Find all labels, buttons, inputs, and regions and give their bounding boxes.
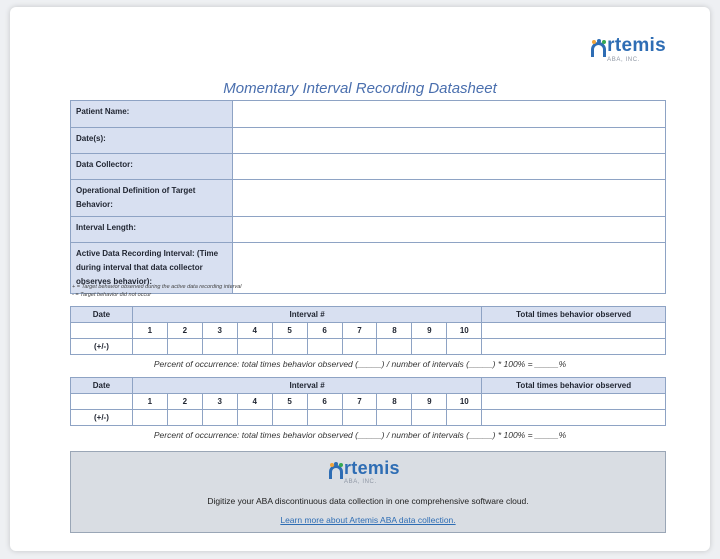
interval-table-1	[70, 306, 666, 355]
interval-mark-cell[interactable]	[377, 339, 412, 355]
interval-number: 6	[307, 394, 342, 410]
interval-mark-cell[interactable]	[237, 339, 272, 355]
data-collector-label: Data Collector:	[71, 154, 233, 180]
interval-mark-cell[interactable]	[342, 410, 377, 426]
interval-number: 5	[272, 323, 307, 339]
interval-number-row	[71, 323, 666, 339]
operational-definition-label: Operational Definition of Target Behavior:	[71, 180, 233, 217]
date-cell[interactable]	[71, 323, 133, 339]
dates-label: Date(s):	[71, 128, 233, 154]
interval-table-header	[71, 307, 666, 323]
interval-mark-cell[interactable]	[202, 410, 237, 426]
promo-footer	[70, 451, 666, 533]
interval-number: 10	[447, 323, 482, 339]
info-row	[71, 101, 666, 128]
interval-number: 4	[237, 394, 272, 410]
info-row	[71, 128, 666, 154]
mark-label: (+/-)	[71, 410, 133, 426]
interval-number: 9	[412, 323, 447, 339]
logo-wordmark: rtemis	[344, 458, 400, 478]
artemis-footer-logo	[329, 458, 400, 485]
active-recording-interval-field[interactable]	[233, 243, 666, 294]
interval-number: 1	[132, 323, 167, 339]
percent-occurrence-formula: Percent of occurrence: total times behavior observed (_____) / number of intervals (_____) * 100% = _____%	[153, 359, 567, 369]
logo-wordmark: rtemis	[607, 35, 666, 56]
legend	[72, 283, 242, 299]
interval-number: 3	[202, 394, 237, 410]
logo-subtitle: ABA, INC.	[344, 479, 377, 485]
patient-name-field[interactable]	[233, 101, 666, 128]
interval-number: 8	[377, 323, 412, 339]
interval-number-row	[71, 394, 666, 410]
interval-number: 7	[342, 394, 377, 410]
interval-mark-cell[interactable]	[202, 339, 237, 355]
interval-length-field[interactable]	[233, 217, 666, 243]
dates-field[interactable]	[233, 128, 666, 154]
interval-mark-cell[interactable]	[412, 410, 447, 426]
page-title: Momentary Interval Recording Datasheet	[223, 80, 497, 97]
total-observed-header: Total times behavior observed	[482, 378, 666, 394]
interval-number: 2	[167, 323, 202, 339]
date-cell[interactable]	[71, 394, 133, 410]
interval-number: 6	[307, 323, 342, 339]
info-row	[71, 180, 666, 217]
operational-definition-field[interactable]	[233, 180, 666, 217]
legend-minus: - = Target behavior did not occur	[72, 292, 152, 298]
patient-name-label: Patient Name:	[71, 101, 233, 128]
total-observed-header: Total times behavior observed	[482, 307, 666, 323]
artemis-logo	[591, 35, 666, 63]
interval-mark-cell[interactable]	[132, 339, 167, 355]
interval-mark-row	[71, 339, 666, 355]
interval-number: 7	[342, 323, 377, 339]
info-row	[71, 154, 666, 180]
logo-arch-icon	[591, 40, 606, 57]
interval-number: 5	[272, 394, 307, 410]
interval-mark-cell[interactable]	[167, 410, 202, 426]
interval-number-header: Interval #	[132, 378, 481, 394]
interval-number: 1	[132, 394, 167, 410]
patient-info-table	[70, 100, 666, 294]
interval-table-2	[70, 377, 666, 426]
interval-mark-row	[71, 410, 666, 426]
interval-mark-cell[interactable]	[167, 339, 202, 355]
interval-number-header: Interval #	[132, 307, 481, 323]
interval-mark-cell[interactable]	[272, 339, 307, 355]
interval-mark-cell[interactable]	[307, 410, 342, 426]
info-row	[71, 217, 666, 243]
promo-tagline: Digitize your ABA discontinuous data collection in one comprehensive software cloud.	[207, 496, 529, 506]
interval-mark-cell[interactable]	[132, 410, 167, 426]
total-observed-cell[interactable]	[482, 410, 666, 426]
interval-number: 2	[167, 394, 202, 410]
interval-mark-cell[interactable]	[447, 339, 482, 355]
total-observed-cell[interactable]	[482, 323, 666, 339]
legend-plus: + = Target behavior observed during the active data recording interval	[72, 284, 242, 290]
interval-mark-cell[interactable]	[412, 339, 447, 355]
interval-mark-cell[interactable]	[377, 410, 412, 426]
data-collector-field[interactable]	[233, 154, 666, 180]
interval-number: 4	[237, 323, 272, 339]
date-header: Date	[71, 307, 133, 323]
interval-mark-cell[interactable]	[237, 410, 272, 426]
learn-more-link[interactable]: Learn more about Artemis ABA data collection.	[280, 515, 456, 525]
interval-number: 9	[412, 394, 447, 410]
logo-arch-icon	[329, 463, 343, 479]
mark-label: (+/-)	[71, 339, 133, 355]
interval-number: 8	[377, 394, 412, 410]
interval-length-label: Interval Length:	[71, 217, 233, 243]
date-header: Date	[71, 378, 133, 394]
interval-mark-cell[interactable]	[272, 410, 307, 426]
interval-number: 3	[202, 323, 237, 339]
interval-mark-cell[interactable]	[307, 339, 342, 355]
datasheet-page	[10, 7, 710, 551]
interval-mark-cell[interactable]	[447, 410, 482, 426]
interval-number: 10	[447, 394, 482, 410]
percent-occurrence-formula: Percent of occurrence: total times behavior observed (_____) / number of intervals (_____) * 100% = _____%	[153, 430, 567, 440]
total-observed-cell[interactable]	[482, 339, 666, 355]
logo-subtitle: ABA, INC.	[607, 57, 640, 63]
interval-mark-cell[interactable]	[342, 339, 377, 355]
interval-table-header	[71, 378, 666, 394]
active-recording-interval-label: Active Data Recording Interval: (Time during interval that data collector observes behavior):	[71, 243, 233, 294]
total-observed-cell[interactable]	[482, 394, 666, 410]
